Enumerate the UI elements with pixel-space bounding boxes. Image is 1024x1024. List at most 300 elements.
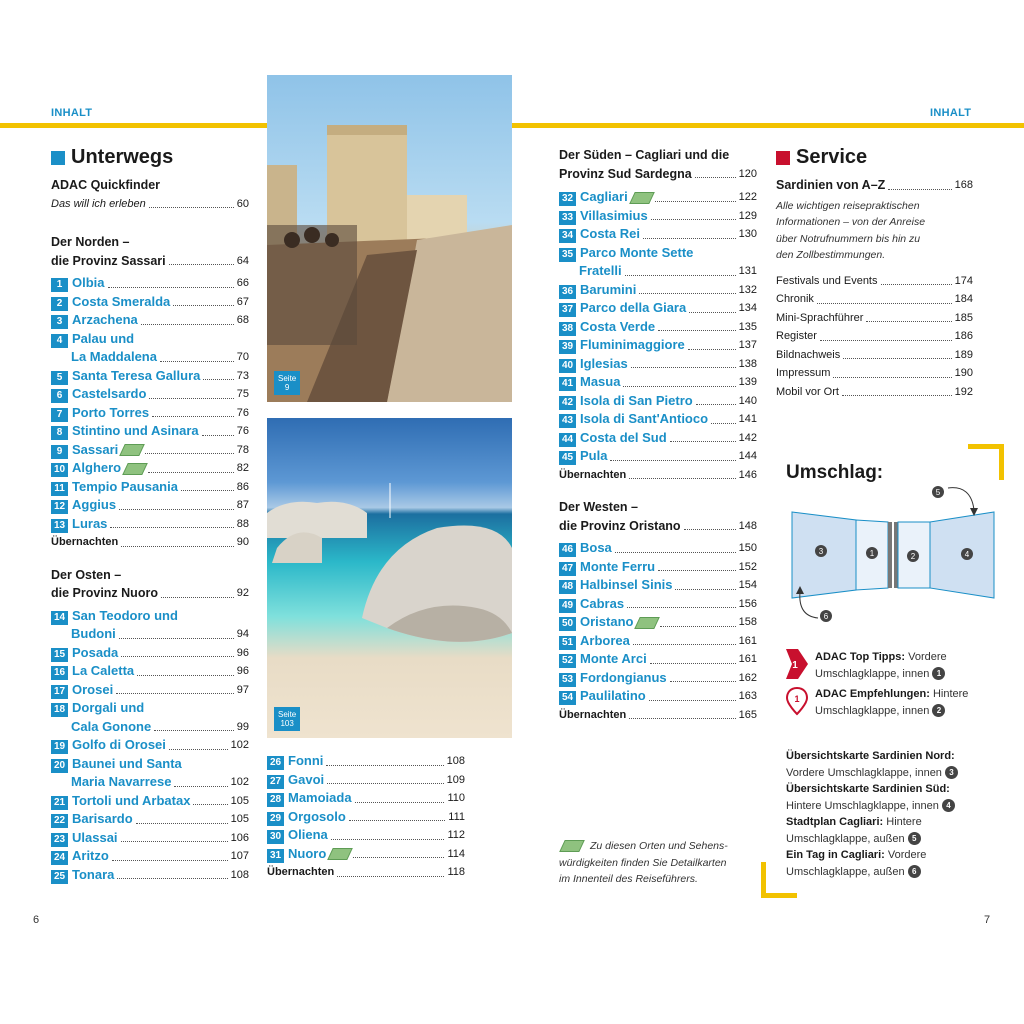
entry-number-badge: 45: [559, 451, 576, 465]
entry-name: Alghero: [72, 460, 122, 475]
entry-number-badge: 41: [559, 377, 576, 391]
column-service: [776, 176, 973, 401]
toc-entry[interactable]: [51, 681, 249, 700]
toc-entry[interactable]: [51, 311, 249, 330]
toc-entry[interactable]: [267, 752, 465, 771]
toc-entry[interactable]: [51, 515, 249, 534]
entry-name: Bosa: [580, 540, 612, 555]
page-ref-badge-1: Seite 9: [274, 371, 300, 395]
entry-page: 130: [738, 228, 757, 240]
norden-title-row[interactable]: die Provinz Sassari 64: [51, 253, 249, 268]
entry-page: 161: [738, 634, 757, 647]
empfehlungen-text: ADAC Empfehlungen: Hintere Umschlagklappe, innen 2: [815, 688, 969, 717]
entry-page: 142: [738, 431, 757, 444]
entry-name: Golfo di Orosei: [72, 737, 166, 752]
entry-name: Fratelli: [579, 263, 622, 278]
entry-page: 76: [236, 406, 249, 419]
toc-entry[interactable]: [51, 330, 249, 349]
toc-entry[interactable]: [51, 478, 249, 497]
entry-name: Oliena: [288, 827, 328, 842]
toc-entry[interactable]: [559, 410, 757, 429]
service-entry-name: Bildnachweis: [776, 348, 841, 361]
service-entry-page: 189: [954, 348, 973, 361]
entry-page: 150: [738, 542, 757, 554]
entry-page: 88: [236, 517, 249, 530]
entry-page: 105: [230, 794, 249, 807]
map-note: Zu diesen Orten und Sehens- würdigkeiten finden Sie Detailkarten im Innenteil des Reiseführers.: [559, 840, 728, 885]
toc-entry[interactable]: [51, 367, 249, 386]
entry-number-badge: 5: [51, 371, 68, 385]
badge-1: 1: [932, 667, 945, 680]
diagram-label-4: 4: [964, 550, 970, 559]
toc-entry[interactable]: [267, 826, 465, 845]
page-ref-badge-2: Seite 103: [274, 707, 300, 731]
entry-page: 144: [738, 450, 757, 462]
entry-number-badge: 6: [51, 389, 68, 403]
entry-page: 135: [738, 320, 757, 333]
entry-number-badge: 50: [559, 617, 576, 631]
entry-page: 94: [236, 628, 249, 640]
westen-title: Der Westen –: [559, 500, 638, 514]
entry-number-badge: 46: [559, 543, 576, 557]
entry-number-badge: 20: [51, 759, 68, 773]
red-square-icon: [776, 151, 790, 165]
top-tipp-icon: [786, 649, 808, 679]
toc-entry[interactable]: [51, 829, 249, 848]
entry-page: 138: [738, 357, 757, 370]
entry-page: 70: [236, 351, 249, 363]
norden-stay-row[interactable]: Übernachten 90: [51, 536, 249, 548]
service-entry-page: 185: [954, 311, 973, 324]
service-entry-name: Festivals und Events: [776, 274, 878, 287]
toc-entry[interactable]: [51, 866, 249, 885]
entry-name: Isola di San Pietro: [580, 392, 693, 408]
entry-name: Aggius: [72, 497, 117, 512]
service-entry-page: 186: [954, 330, 973, 342]
detail-map-icon: [629, 192, 655, 204]
entry-name: Tempio Pausania: [72, 478, 178, 494]
entry-number-badge: 32: [559, 192, 576, 206]
entry-page: 162: [738, 671, 757, 684]
norden-list: [51, 274, 249, 533]
service-description: Alle wichtigen reisepraktischen Informationen – von der Anreise über Notrufnummern bis hin zu den Zollbestimmungen.: [776, 199, 926, 261]
toc-entry[interactable]: [51, 773, 249, 792]
toc-entry[interactable]: [51, 810, 249, 829]
entry-number-badge: 30: [267, 830, 284, 844]
service-entry[interactable]: [776, 346, 973, 365]
entry-name: Baunei und Santa: [72, 755, 182, 771]
photo-cagliari-terrace: [267, 75, 512, 402]
service-entry-name: Mini-Sprachführer: [776, 311, 864, 324]
entry-name: Cabras: [580, 595, 625, 611]
entry-page: 107: [230, 850, 249, 862]
toc-entry[interactable]: [51, 404, 249, 423]
toc-entry[interactable]: [559, 281, 757, 300]
entry-page: 87: [236, 499, 249, 511]
toc-entry[interactable]: [267, 771, 465, 790]
toc-entry[interactable]: [559, 595, 757, 614]
toc-entry[interactable]: [559, 539, 757, 558]
column-norden: [51, 176, 249, 884]
diagram-label-6: 6: [823, 612, 829, 621]
entry-name: La Maddalena: [71, 349, 157, 364]
service-entry-name: Mobil vor Ort: [776, 385, 839, 398]
entry-name: Tortoli und Arbatax: [72, 792, 191, 808]
detail-map-icon: [122, 463, 148, 475]
detail-map-icon: [327, 848, 353, 860]
service-entry-page: 174: [954, 274, 973, 287]
entry-number-badge: 19: [51, 740, 68, 754]
entry-name: Maria Navarrese: [71, 774, 172, 789]
svg-text:1: 1: [794, 694, 800, 704]
westen-list: [559, 539, 757, 706]
photo-cagliari-illustration: [267, 75, 512, 402]
entry-number-badge: 35: [559, 248, 576, 262]
service-entry[interactable]: [776, 327, 973, 346]
entry-number-badge: 15: [51, 648, 68, 662]
entry-name: Masua: [580, 374, 621, 389]
osten-title: Der Osten –: [51, 567, 122, 582]
entry-page: 99: [236, 720, 249, 733]
photo-beach-illustration: [267, 418, 512, 738]
toc-entry[interactable]: [51, 718, 249, 737]
entry-number-badge: 12: [51, 500, 68, 514]
entry-name: Ulassai: [72, 829, 118, 845]
diagram-label-1: 1: [869, 549, 875, 558]
entry-page: 97: [236, 683, 249, 696]
entry-name: Cala Gonone: [71, 718, 152, 734]
entry-name: Budoni: [71, 626, 116, 641]
detail-map-icon: [119, 444, 145, 456]
entry-page: 112: [447, 829, 465, 841]
top-tipps-text: ADAC Top Tipps: Vordere Umschlagklappe, innen 1: [815, 651, 947, 680]
entry-name: Arzachena: [72, 312, 138, 327]
service-entry-page: 192: [954, 385, 973, 398]
service-entry-name: Register: [776, 330, 817, 342]
entry-page: 129: [738, 209, 757, 222]
toc-entry[interactable]: [559, 429, 757, 448]
entry-number-badge: 47: [559, 562, 576, 576]
entry-page: 82: [236, 462, 249, 474]
toc-entry[interactable]: [51, 662, 249, 681]
entry-name: Barisardo: [72, 811, 133, 826]
entry-name: Fonni: [288, 753, 324, 768]
entry-page: 141: [738, 413, 757, 425]
entry-name: Villasimius: [580, 207, 648, 223]
entry-page: 102: [230, 739, 249, 751]
service-entry[interactable]: [776, 364, 973, 383]
service-list: [776, 272, 973, 402]
entry-page: 86: [236, 480, 249, 493]
entry-number-badge: 28: [267, 793, 284, 807]
toc-entry[interactable]: [51, 422, 249, 441]
osten-title-row[interactable]: die Provinz Nuoro 92: [51, 586, 249, 600]
entry-page: 163: [738, 690, 757, 702]
quickfinder-title: ADAC Quickfinder: [51, 178, 161, 192]
page-number-right: 7: [984, 914, 991, 926]
entry-name: Fordongianus: [580, 669, 667, 685]
entry-number-badge: 13: [51, 519, 68, 533]
entry-page: 140: [738, 394, 757, 407]
entry-name: La Caletta: [72, 663, 135, 678]
entry-page: 96: [236, 665, 249, 677]
entry-name: Costa Smeralda: [72, 293, 171, 309]
entry-number-badge: 29: [267, 812, 284, 826]
column-osten-continued: [267, 752, 465, 882]
entry-number-badge: 31: [267, 849, 284, 863]
toc-entry[interactable]: [559, 613, 757, 632]
service-entry-page: 184: [954, 293, 973, 305]
toc-entry[interactable]: [559, 447, 757, 466]
entry-page: 158: [738, 616, 757, 628]
toc-entry[interactable]: [559, 558, 757, 577]
entry-name: Mamoiada: [288, 790, 352, 805]
toc-entry[interactable]: [51, 625, 249, 644]
service-entry[interactable]: [776, 290, 973, 309]
entry-number-badge: 34: [559, 229, 576, 243]
toc-entry[interactable]: [559, 262, 757, 281]
entry-page: 108: [230, 868, 249, 881]
toc-entry[interactable]: [51, 441, 249, 460]
detail-map-icon: [559, 840, 585, 852]
osten-list: [51, 607, 249, 885]
entry-page: 109: [446, 773, 465, 786]
diagram-label-2: 2: [910, 552, 916, 561]
entry-name: Castelsardo: [72, 386, 147, 401]
sueden-title-row[interactable]: Provinz Sud Sardegna 120: [559, 166, 757, 181]
entry-number-badge: 14: [51, 611, 68, 625]
entry-page: 131: [738, 265, 757, 277]
toc-entry[interactable]: [559, 188, 757, 207]
osten-stay-row[interactable]: Übernachten 118: [267, 866, 465, 878]
entry-page: 96: [236, 646, 249, 659]
svg-text:1: 1: [792, 660, 798, 671]
badge-3: 3: [945, 766, 958, 779]
entry-page: 67: [236, 295, 249, 308]
entry-page: 139: [738, 376, 757, 388]
toc-entry[interactable]: [559, 355, 757, 374]
entry-number-badge: 23: [51, 833, 68, 847]
toc-entry[interactable]: [51, 385, 249, 404]
entry-name: Santa Teresa Gallura: [72, 367, 201, 383]
entry-page: 110: [447, 792, 465, 804]
entry-name: Fluminimaggiore: [580, 337, 685, 352]
entry-number-badge: 38: [559, 322, 576, 336]
entry-name: Costa del Sud: [580, 429, 667, 445]
entry-number-badge: 27: [267, 775, 284, 789]
toc-entry[interactable]: [267, 789, 465, 808]
toc-entry[interactable]: [51, 736, 249, 755]
service-entry[interactable]: [776, 383, 973, 402]
sueden-stay-row[interactable]: Übernachten 146: [559, 468, 757, 481]
toc-entry[interactable]: [559, 318, 757, 337]
entry-page: 156: [738, 597, 757, 610]
toc-entry[interactable]: [51, 847, 249, 866]
entry-number-badge: 8: [51, 426, 68, 440]
entry-page: 152: [738, 560, 757, 573]
toc-entry[interactable]: [559, 576, 757, 595]
osten2-list: [267, 752, 465, 863]
badge-6: 6: [908, 865, 921, 878]
entry-number-badge: 54: [559, 691, 576, 705]
toc-entry[interactable]: [559, 299, 757, 318]
entry-number-badge: 24: [51, 851, 68, 865]
toc-entry[interactable]: [51, 699, 249, 718]
entry-number-badge: 39: [559, 340, 576, 354]
entry-name: Monte Arci: [580, 651, 647, 666]
entry-name: Costa Verde: [580, 318, 656, 334]
toc-entry[interactable]: [559, 392, 757, 411]
entry-page: 78: [236, 443, 249, 456]
header-right: INHALT: [930, 107, 972, 119]
cover-maps-text: Übersichtskarte Sardinien Nord: Vordere Umschlagklappe, innen 3 Übersichtskarte Sardinien Süd: Hintere Umschlagklappe, innen 4 Stadtplan Cagliari: Hintere Umschlagklappe, außen 5 Ein Tag in Cagliari: Vordere Umschlagklappe, außen 6: [786, 748, 986, 880]
toc-entry[interactable]: [51, 607, 249, 626]
entry-page: 161: [738, 653, 757, 665]
entry-name: Posada: [72, 644, 119, 660]
entry-name: Orosei: [72, 681, 114, 697]
toc-entry[interactable]: [559, 632, 757, 651]
toc-entry[interactable]: [51, 755, 249, 774]
entry-number-badge: 36: [559, 285, 576, 299]
sueden-title: Der Süden – Cagliari und die: [559, 148, 730, 162]
service-entry-name: Impressum: [776, 367, 831, 379]
entry-name: San Teodoro und: [72, 607, 178, 623]
entry-page: 105: [230, 813, 249, 825]
yellow-corner-top: [968, 444, 1004, 480]
entry-number-badge: 16: [51, 666, 68, 680]
entry-number-badge: 52: [559, 654, 576, 668]
entry-number-badge: 9: [51, 445, 68, 459]
entry-name: Stintino und Asinara: [72, 423, 199, 438]
westen-title-row[interactable]: die Provinz Oristano 148: [559, 518, 757, 533]
toc-entry[interactable]: [51, 496, 249, 515]
entry-name: Cagliari: [580, 189, 628, 204]
toc-entry[interactable]: [559, 336, 757, 355]
entry-name: Luras: [72, 515, 108, 531]
toc-entry[interactable]: [267, 808, 465, 827]
entry-number-badge: 11: [51, 482, 68, 496]
cover-diagram: [786, 480, 998, 630]
toc-entry[interactable]: [559, 373, 757, 392]
entry-page: 154: [738, 579, 757, 591]
diagram-label-5: 5: [935, 488, 941, 497]
entry-name: Costa Rei: [580, 226, 640, 241]
entry-name: Aritzo: [72, 848, 109, 863]
entry-name: Oristano: [580, 614, 634, 629]
toc-entry[interactable]: [51, 274, 249, 293]
entry-name: Olbia: [72, 275, 105, 290]
entry-page: 137: [738, 339, 757, 351]
entry-number-badge: 25: [51, 870, 68, 884]
entry-number-badge: 44: [559, 433, 576, 447]
entry-number-badge: 22: [51, 814, 68, 828]
toc-entry[interactable]: [51, 792, 249, 811]
westen-stay-row[interactable]: Übernachten 165: [559, 708, 757, 721]
entry-number-badge: 37: [559, 303, 576, 317]
yellow-rule-right: [512, 123, 1024, 128]
entry-number-badge: 48: [559, 580, 576, 594]
service-entry[interactable]: [776, 309, 973, 328]
entry-page: 108: [446, 755, 465, 767]
entry-page: 134: [738, 302, 757, 314]
entry-name: Arborea: [580, 632, 630, 648]
toc-entry[interactable]: [559, 225, 757, 244]
entry-page: 66: [236, 277, 249, 289]
umschlag-title: Umschlag:: [786, 462, 884, 483]
empfehlung-icon: [786, 686, 808, 716]
entry-number-badge: 26: [267, 756, 284, 770]
entry-number-badge: 21: [51, 796, 68, 810]
toc-entry[interactable]: [559, 687, 757, 706]
entry-number-badge: 18: [51, 703, 68, 717]
entry-page: 73: [236, 369, 249, 382]
service-entry-page: 190: [954, 367, 973, 379]
entry-number-badge: 40: [559, 359, 576, 373]
service-entry[interactable]: [776, 272, 973, 291]
detail-map-icon: [635, 617, 661, 629]
entry-name: Parco Monte Sette: [580, 244, 694, 260]
entry-number-badge: 53: [559, 673, 576, 687]
page-number-left: 6: [33, 914, 40, 926]
entry-number-badge: 42: [559, 396, 576, 410]
service-az-row[interactable]: Sardinien von A–Z 168: [776, 178, 973, 192]
entry-number-badge: 17: [51, 685, 68, 699]
entry-number-badge: 49: [559, 599, 576, 613]
blue-square-icon: [51, 151, 65, 165]
entry-page: 114: [447, 847, 465, 860]
badge-4: 4: [942, 799, 955, 812]
sueden-list: [559, 188, 757, 466]
toc-entry[interactable]: [51, 348, 249, 367]
badge-2: 2: [932, 704, 945, 717]
section-title-unterwegs: Unterwegs: [51, 146, 173, 169]
entry-name: Tonara: [72, 866, 115, 882]
toc-entry[interactable]: [51, 293, 249, 312]
service-entry-name: Chronik: [776, 293, 814, 305]
toc-entry[interactable]: [51, 459, 249, 478]
yellow-rule-left: [0, 123, 267, 128]
column-sueden-westen: [559, 146, 757, 724]
entry-page: 102: [230, 776, 249, 788]
toc-entry[interactable]: [267, 845, 465, 864]
entry-number-badge: 43: [559, 414, 576, 428]
quickfinder-row[interactable]: Das will ich erleben 60: [51, 197, 249, 210]
entry-name: Halbinsel Sinis: [580, 577, 673, 592]
toc-entry[interactable]: [559, 650, 757, 669]
entry-name: Parco della Giara: [580, 300, 687, 315]
diagram-label-3: 3: [818, 547, 824, 556]
entry-name: Orgosolo: [288, 808, 346, 824]
entry-name: Iglesias: [580, 355, 628, 371]
entry-name: Palau und: [72, 330, 135, 346]
header-left: INHALT: [51, 107, 93, 119]
entry-number-badge: 51: [559, 636, 576, 650]
entry-number-badge: 10: [51, 463, 68, 477]
entry-number-badge: 3: [51, 315, 68, 329]
entry-page: 106: [230, 831, 249, 844]
entry-name: Pula: [580, 448, 608, 463]
toc-entry[interactable]: [559, 669, 757, 688]
photo-beach-rocks: [267, 418, 512, 738]
section-title-service: Service: [776, 146, 867, 169]
entry-name: Nuoro: [288, 845, 327, 861]
toc-entry[interactable]: [51, 644, 249, 663]
toc-entry[interactable]: [559, 244, 757, 263]
entry-number-badge: 33: [559, 211, 576, 225]
entry-page: 68: [236, 314, 249, 326]
toc-entry[interactable]: [559, 207, 757, 226]
entry-number-badge: 2: [51, 297, 68, 311]
